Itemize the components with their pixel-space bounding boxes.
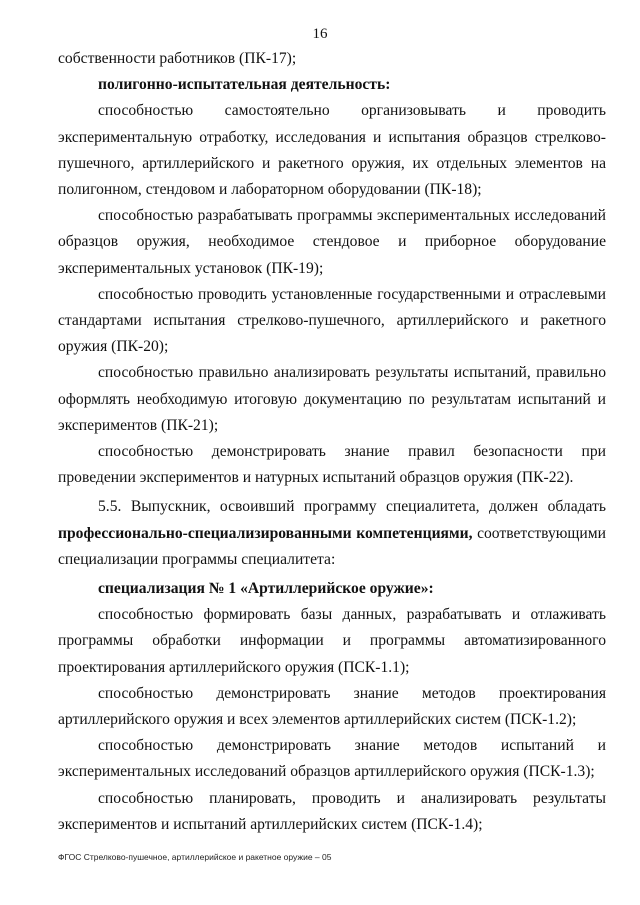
paragraph-psk-1-2: способностью демонстрировать знание методов проектирования артиллерийского оружия и всех элементов артиллерийских систем (ПСК-1.2); (58, 684, 606, 729)
heading-specialization-1: специализация № 1 «Артиллерийское оружие»: (98, 580, 434, 598)
page-number: 16 (312, 26, 328, 42)
document-body (58, 46, 606, 838)
section-5-5-intro: 5.5. Выпускник, освоивший программу специалитета, должен обладать (98, 498, 606, 516)
paragraph-section-5-5 (58, 494, 606, 573)
paragraph-pk19: способностью разрабатывать программы экспериментальных исследований образцов оружия, необходимое стендовое и приборное оборудование экспериментальных установок (ПК-19); (58, 207, 606, 277)
paragraph-pk21: способностью правильно анализировать результаты испытаний, правильно оформлять необходимую итоговую документацию по результатам испытаний и экспериментов (ПК-21); (58, 364, 606, 434)
paragraph-pk22: способностью демонстрировать знание правил безопасности при проведении экспериментов и натурных испытаний образцов оружия (ПК-22). (58, 443, 606, 487)
paragraph-psk-1-1: способностью формировать базы данных, разрабатывать и отлаживать программы обработки информации и программы автоматизированного проектирования артиллерийского оружия (ПСК-1.1); (58, 606, 606, 676)
paragraph-psk-1-3: способностью демонстрировать знание методов испытаний и экспериментальных исследований образцов артиллерийского оружия (ПСК-1.3); (58, 737, 606, 781)
section-5-5-rest: соответствующими специализации программы специалитета: (58, 524, 606, 568)
paragraph-psk-1-4: способностью планировать, проводить и анализировать результаты экспериментов и испытаний артиллерийских систем (ПСК-1.4); (58, 789, 606, 833)
section-5-5-bold: профессионально-специализированными компетенциями, (58, 524, 473, 542)
paragraph-pk18: способностью самостоятельно организовывать и проводить экспериментальную отработку, исследования и испытания образцов стрелково-пушечного, артиллерийского и ракетного оружия, их отдельных элементов на полигонном, стендовом и лабораторном оборудовании (ПК-18); (58, 102, 606, 199)
paragraph-pk20: способностью проводить установленные государственными и отраслевыми стандартами испытания стрелково-пушечного, артиллерийского и ракетного оружия (ПК-20); (58, 285, 606, 356)
page-footer: ФГОС Стрелково-пушечное, артиллерийское и ракетное оружие – 05 (58, 852, 332, 862)
paragraph-pk17-end: собственности работников (ПК-17); (58, 50, 297, 67)
heading-testing-activity: полигонно-испытательная деятельность: (98, 76, 391, 94)
